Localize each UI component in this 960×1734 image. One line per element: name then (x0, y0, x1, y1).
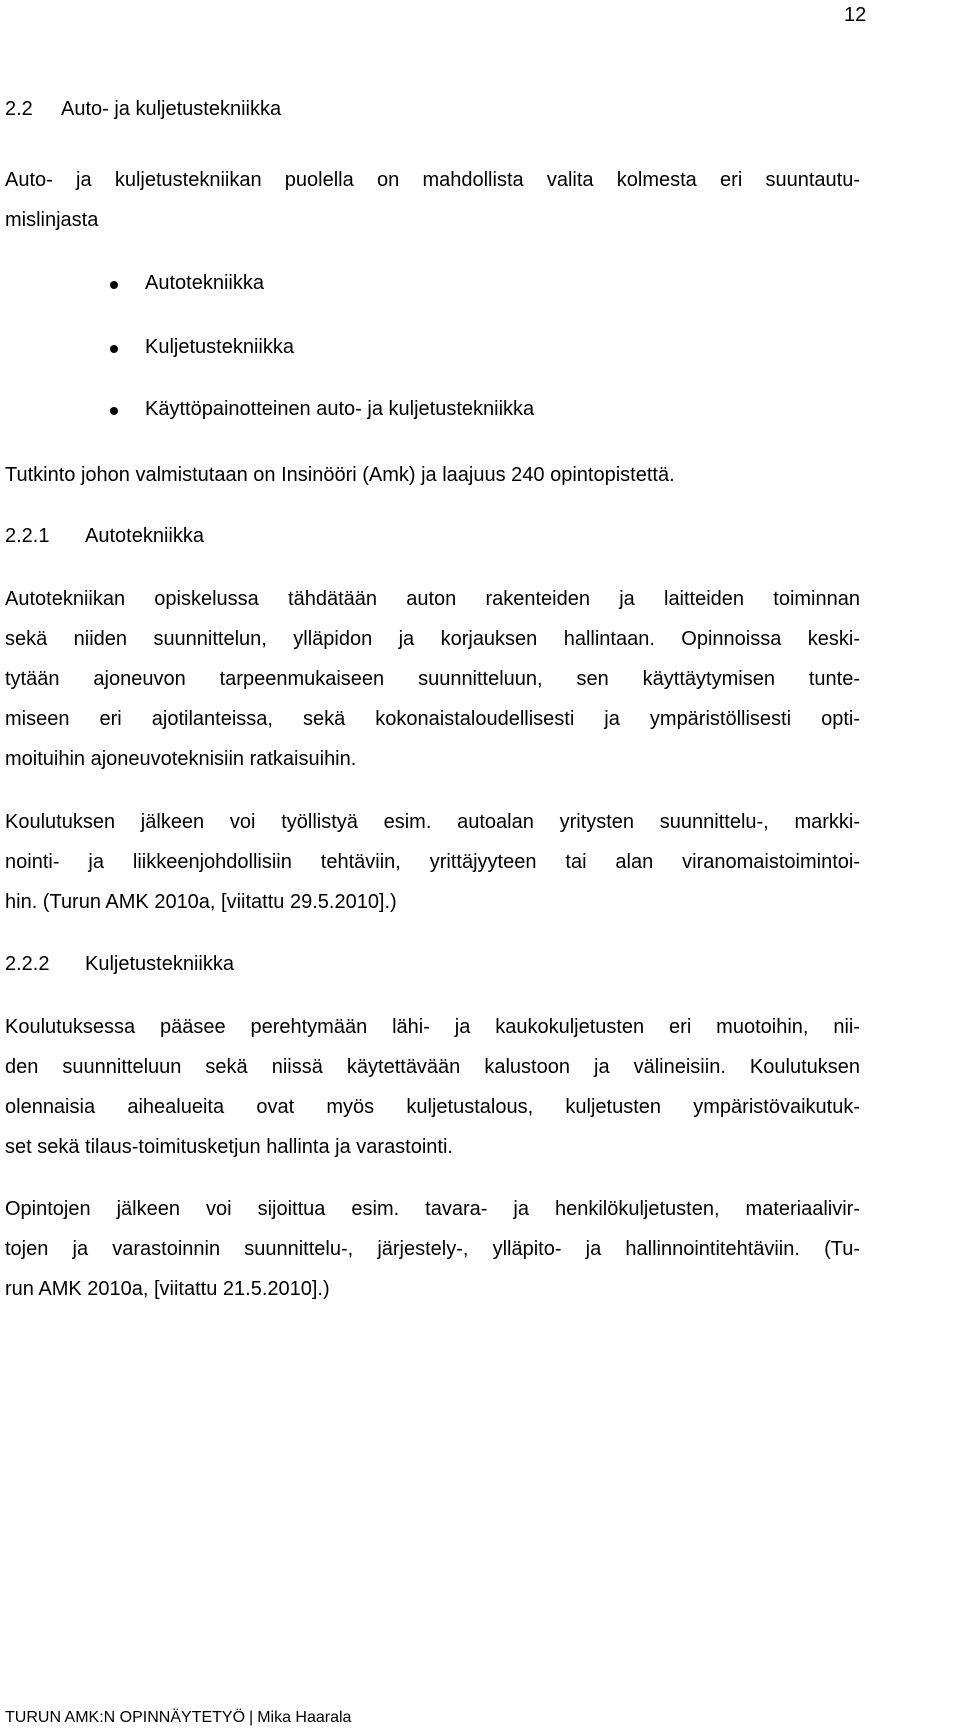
section-heading (5, 98, 281, 121)
degree-line: Tutkinto johon valmistutaan on Insinööri (Amk) ja laajuus 240 opintopistettä. (5, 464, 675, 486)
paragraph-line: tojen ja varastoinnin suunnittelu-, järjestely-, ylläpito- ja hallinnointitehtäviin. (Tu- (5, 1238, 860, 1260)
section-number: 2.2 (5, 98, 33, 120)
page-number: 12 (844, 4, 867, 26)
footer-series: TURUN AMK:N OPINNÄYTETYÖ (5, 1709, 246, 1726)
subsection-title: Kuljetustekniikka (85, 953, 234, 975)
footer-author: Mika Haarala (257, 1709, 352, 1726)
intro-line-1: Auto- ja kuljetustekniikan puolella on mahdollista valita kolmesta eri suuntautu- (5, 169, 860, 191)
paragraph-line: run AMK 2010a, [viitattu 21.5.2010].) (5, 1278, 330, 1300)
bullet-icon (110, 407, 118, 415)
list-item-label: Kuljetustekniikka (145, 336, 294, 358)
list-item-label: Autotekniikka (145, 272, 264, 294)
subsection-heading-2 (5, 953, 234, 976)
subsection-number: 2.2.2 (5, 953, 50, 975)
paragraph-line: hin. (Turun AMK 2010a, [viitattu 29.5.2010].) (5, 891, 397, 913)
bullet-icon (110, 281, 118, 289)
paragraph-line: Koulutuksen jälkeen voi työllistyä esim. autoalan yritysten suunnittelu-, markki- (5, 811, 860, 833)
footer-separator: | (249, 1709, 254, 1726)
paragraph-line: tytään ajoneuvon tarpeenmukaiseen suunnitteluun, sen käyttäytymisen tunte- (5, 668, 860, 690)
bullet-icon (110, 345, 118, 353)
list-item-label: Käyttöpainotteinen auto- ja kuljetustekniikka (145, 398, 535, 420)
paragraph-line: den suunnitteluun sekä niissä käytettävään kalustoon ja välineisiin. Koulutuksen (5, 1056, 860, 1078)
paragraph-line: olennaisia aihealueita ovat myös kuljetustalous, kuljetusten ympäristövaikutuk- (5, 1096, 860, 1118)
paragraph-line: Opintojen jälkeen voi sijoittua esim. tavara- ja henkilökuljetusten, materiaalivir- (5, 1198, 860, 1220)
paragraph-line: moituihin ajoneuvoteknisiin ratkaisuihin. (5, 748, 357, 770)
subsection-heading-1 (5, 525, 204, 548)
paragraph-line: nointi- ja liikkeenjohdollisiin tehtäviin, yrittäjyyteen tai alan viranomaistoimintoi- (5, 851, 860, 873)
subsection-title: Autotekniikka (85, 525, 204, 547)
paragraph-line: sekä niiden suunnittelun, ylläpidon ja korjauksen hallintaan. Opinnoissa keski- (5, 628, 860, 650)
section-title: Auto- ja kuljetustekniikka (61, 98, 282, 120)
paragraph-line: Koulutuksessa pääsee perehtymään lähi- ja kaukokuljetusten eri muotoihin, nii- (5, 1016, 860, 1038)
intro-line-2: mislinjasta (5, 209, 99, 231)
paragraph-line: miseen eri ajotilanteissa, sekä kokonaistaloudellisesti ja ympäristöllisesti opti- (5, 708, 860, 730)
subsection-number: 2.2.1 (5, 525, 50, 547)
page-footer (5, 1709, 351, 1727)
paragraph-line: set sekä tilaus-toimitusketjun hallinta ja varastointi. (5, 1136, 453, 1158)
paragraph-line: Autotekniikan opiskelussa tähdätään auton rakenteiden ja laitteiden toiminnan (5, 588, 860, 610)
